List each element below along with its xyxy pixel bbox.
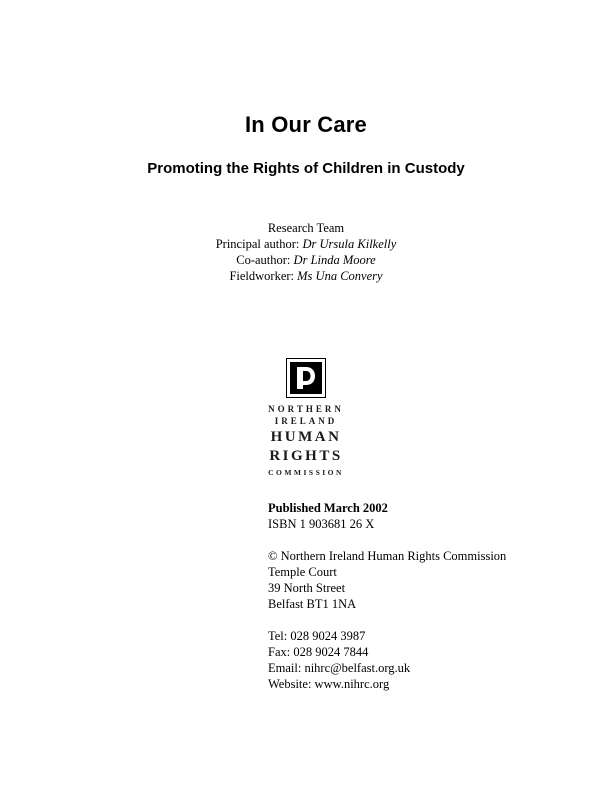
research-team-block	[0, 220, 612, 284]
coauthor-label: Co-author:	[236, 253, 291, 267]
fieldworker-line	[0, 268, 612, 284]
logo-line-commission: COMMISSION	[268, 468, 344, 477]
fieldworker-label: Fieldworker:	[229, 269, 295, 283]
document-subtitle: Promoting the Rights of Children in Custody	[147, 160, 465, 177]
logo-line-rights: RIGHTS	[269, 448, 343, 464]
principal-author-label: Principal author:	[215, 237, 300, 251]
nihrc-logo-mark-icon	[286, 358, 326, 398]
address-line-2: 39 North Street	[268, 581, 346, 595]
logo-line-northern: NORTHERN	[268, 404, 344, 414]
website: Website: www.nihrc.org	[268, 677, 390, 691]
telephone: Tel: 028 9024 3987	[268, 629, 366, 643]
address-line-1: Temple Court	[268, 565, 337, 579]
coauthor-line	[0, 252, 612, 268]
copyright-line: © Northern Ireland Human Rights Commission	[268, 549, 507, 563]
imprint-spacer-1	[268, 532, 506, 548]
logo-line-ireland: IRELAND	[274, 416, 338, 426]
document-title: In Our Care	[244, 112, 367, 137]
email: Email: nihrc@belfast.org.uk	[268, 661, 411, 675]
logo-wordmark	[0, 404, 612, 477]
imprint-spacer-2	[268, 612, 506, 628]
logo-line-human: HUMAN	[270, 429, 342, 445]
publication-date: Published March 2002	[268, 501, 388, 515]
imprint-block	[268, 500, 506, 692]
organisation-logo	[0, 358, 612, 477]
research-team-heading: Research Team	[267, 221, 345, 235]
principal-author-line	[0, 236, 612, 252]
address-line-3: Belfast BT1 1NA	[268, 597, 357, 611]
principal-author-name: Dr Ursula Kilkelly	[302, 237, 397, 251]
coauthor-name: Dr Linda Moore	[293, 253, 376, 267]
fax: Fax: 028 9024 7844	[268, 645, 369, 659]
isbn: ISBN 1 903681 26 X	[268, 517, 375, 531]
fieldworker-name: Ms Una Convery	[297, 269, 383, 283]
